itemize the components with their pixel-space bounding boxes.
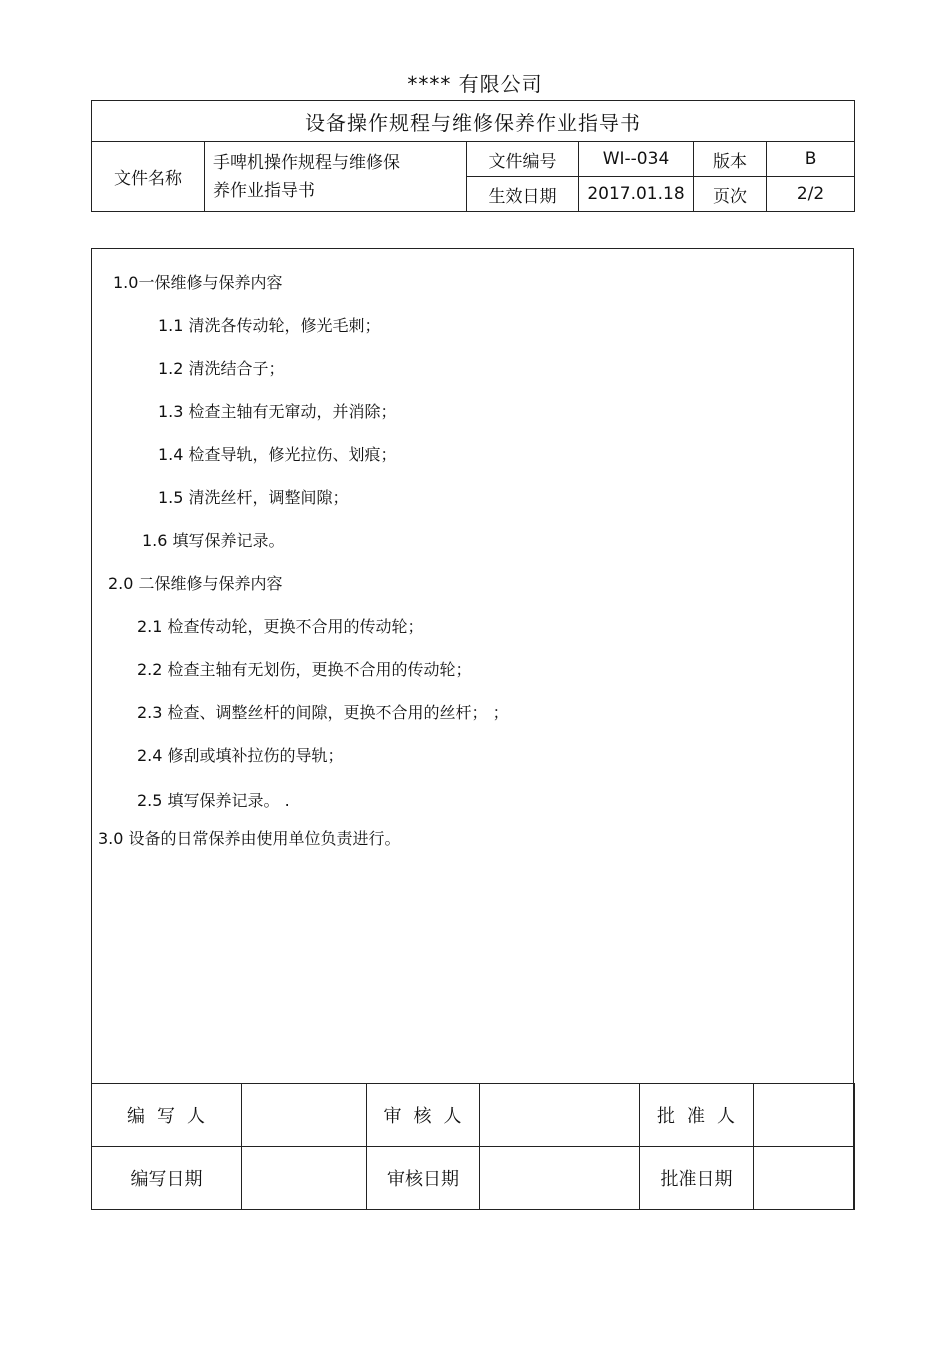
content-item: 1.6 填写保养记录。 bbox=[142, 531, 285, 550]
content-item: 1.4 检查导轨，修光拉伤、划痕； bbox=[158, 445, 397, 464]
writer-label: 编写人 bbox=[92, 1084, 242, 1147]
approver-date-label: 批准日期 bbox=[640, 1147, 754, 1210]
document-title: 设备操作规程与维修保养作业指导书 bbox=[92, 101, 855, 142]
file-name-line-1: 手啤机操作规程与维修保 bbox=[213, 152, 400, 173]
approver-label: 批准人 bbox=[640, 1084, 754, 1147]
company-name: **** 有限公司 bbox=[407, 72, 543, 96]
file-name-value bbox=[205, 142, 467, 212]
reviewer-label: 审核人 bbox=[367, 1084, 480, 1147]
document-header-table bbox=[91, 100, 855, 212]
approver-value bbox=[754, 1084, 855, 1147]
page-label: 页次 bbox=[694, 177, 767, 212]
reviewer-date-label: 审核日期 bbox=[367, 1147, 480, 1210]
version-label: 版本 bbox=[694, 142, 767, 177]
file-number-value: WI--034 bbox=[579, 142, 694, 177]
content-item: 2.1 检查传动轮，更换不合用的传动轮； bbox=[137, 617, 424, 636]
effective-date-value: 2017.01.18 bbox=[579, 177, 694, 212]
writer-value bbox=[242, 1084, 367, 1147]
file-number-label: 文件编号 bbox=[467, 142, 579, 177]
version-value: B bbox=[767, 142, 855, 177]
content-item: 2.3 检查、调整丝杆的间隙，更换不合用的丝杆； ； bbox=[137, 703, 509, 722]
content-item: 2.4 修刮或填补拉伤的导轨； bbox=[137, 746, 344, 765]
file-name-label: 文件名称 bbox=[92, 142, 205, 212]
content-item: 1.2 清洗结合子； bbox=[158, 359, 285, 378]
reviewer-value bbox=[480, 1084, 640, 1147]
writer-date-value bbox=[242, 1147, 367, 1210]
content-item: 1.3 检查主轴有无窜动，并消除； bbox=[158, 402, 397, 421]
writer-date-label: 编写日期 bbox=[92, 1147, 242, 1210]
content-box bbox=[91, 248, 854, 1210]
approver-date-value bbox=[754, 1147, 855, 1210]
content-item: 1.1 清洗各传动轮，修光毛刺； bbox=[158, 316, 381, 335]
signoff-table bbox=[91, 1083, 855, 1210]
content-item: 2.2 检查主轴有无划伤，更换不合用的传动轮； bbox=[137, 660, 472, 679]
file-name-line-2: 养作业指导书 bbox=[213, 180, 315, 201]
effective-date-label: 生效日期 bbox=[467, 177, 579, 212]
section-heading: 3.0 设备的日常保养由使用单位负责进行。 bbox=[98, 829, 401, 848]
reviewer-date-value bbox=[480, 1147, 640, 1210]
page-value: 2/2 bbox=[767, 177, 855, 212]
content-item: 1.5 清洗丝杆，调整间隙； bbox=[158, 488, 349, 507]
content-item: 2.5 填写保养记录。 . bbox=[137, 791, 290, 810]
section-heading: 2.0 二保维修与保养内容 bbox=[108, 574, 283, 593]
section-heading: 1.0一保维修与保养内容 bbox=[113, 273, 283, 292]
